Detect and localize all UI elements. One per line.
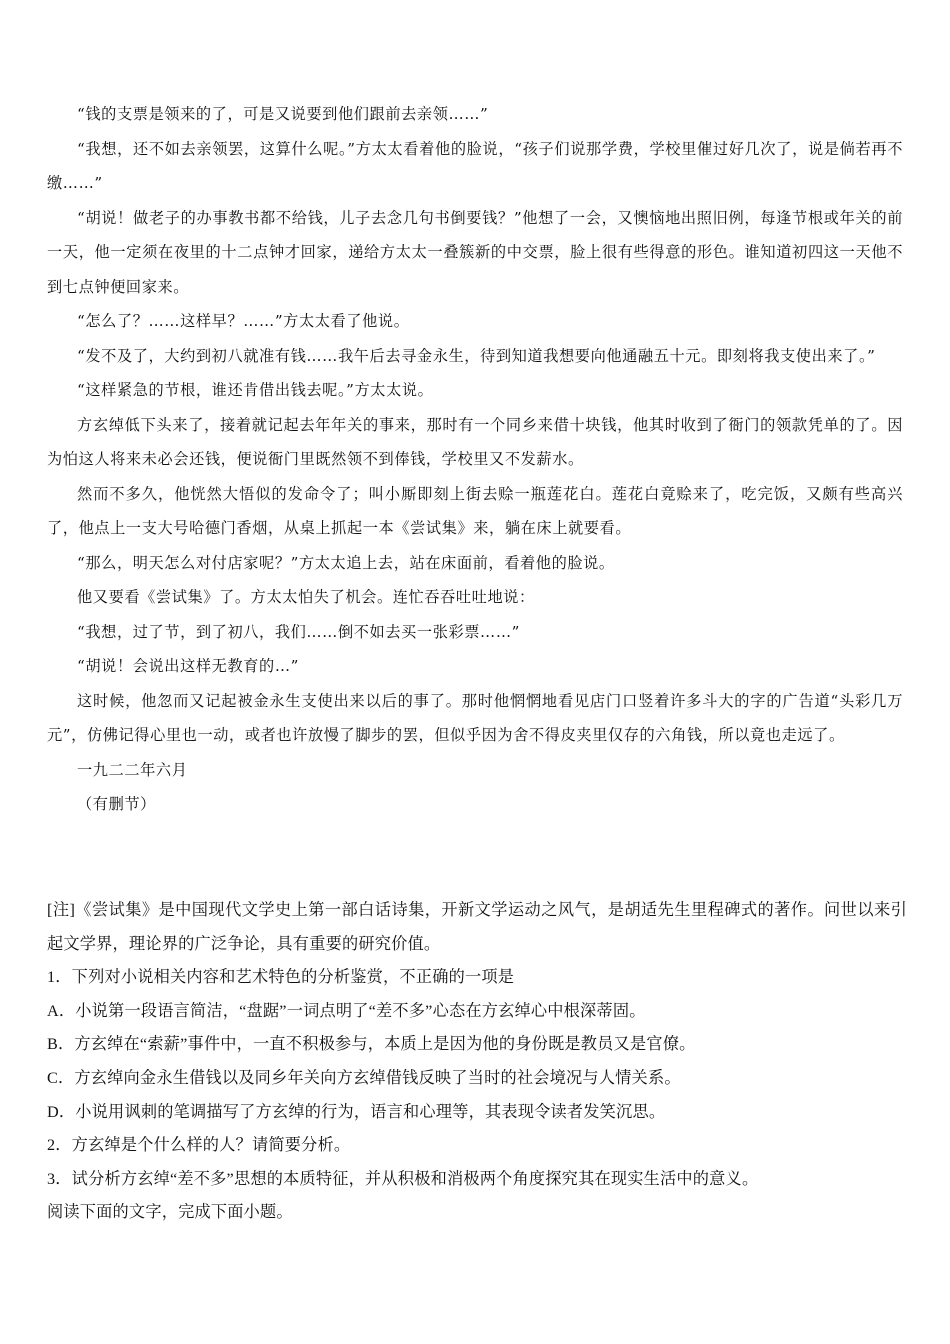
question-3: 3．试分析方玄绰“差不多”思想的本质特征，并从积极和消极两个角度探究其在现实生活中的意义。: [47, 1169, 759, 1188]
story-paragraph: “发不及了，大约到初八就准有钱……我午后去寻金永生，待到知道我想要向他通融五十元。即刻将我支使出来了。”: [77, 346, 876, 365]
story-paragraph: “我想，还不如去亲领罢，这算什么呢。”方太太看着他的脸说，“孩子们说那学费，学校里催过好几次了，说是倘若再不缴……”: [47, 139, 903, 192]
story-paragraph: “胡说！做老子的办事教书都不给钱，儿子去念几句书倒要钱？”他想了一会，又懊恼地出照旧例，每逢节根或年关的前一天，他一定须在夜里的十二点钟才回家，递给方太太一叠簇新的中交票，脸上很有些得意的形色。谁知道初四这一天他不到七点钟便回家来。: [47, 208, 903, 296]
question-1: 1．下列对小说相关内容和艺术特色的分析鉴赏，不正确的一项是: [47, 968, 515, 987]
questions-section: [47, 894, 907, 1230]
story-paragraph: “怎么了？……这样早？……”方太太看了他说。: [77, 312, 410, 330]
story-paragraph: “胡说！会说出这样无教育的…”: [77, 657, 299, 675]
story-paragraph: “那么，明天怎么对付店家呢？”方太太追上去，站在床面前，看着他的脸说。: [77, 553, 615, 572]
option-b: B．方玄绰在“索薪”事件中，一直不积极参与，本质上是因为他的身份既是教员又是官僚。: [47, 1035, 696, 1054]
story-paragraph: “这样紧急的节根，谁还肯借出钱去呢。”方太太说。: [77, 381, 434, 399]
next-section-instruction: 阅读下面的文字，完成下面小题。: [47, 1203, 293, 1222]
footnote: [注]《尝试集》是中国现代文学史上第一部白话诗集，开新文学运动之风气，是胡适先生里程碑式的著作。问世以来引起文学界，理论界的广泛争论，具有重要的研究价值。: [47, 901, 907, 953]
story-paragraph: 这时候，他忽而又记起被金永生支使出来以后的事了。那时他惘惘地看见店门口竖着许多斗大的字的广告道“头彩几万元”，仿佛记得心里也一动，或者也许放慢了脚步的罢，但似乎因为舍不得皮夹里仅存的六角钱，所以竟也走远了。: [47, 691, 903, 744]
story-abridged-note: （有删节）: [77, 795, 156, 813]
question-2: 2．方玄绰是个什么样的人？请简要分析。: [47, 1136, 351, 1155]
story-paragraph: “我想，过了节，到了初八，我们……倒不如去买一张彩票……”: [77, 622, 520, 641]
option-c: C．方玄绰向金永生借钱以及同乡年关向方玄绰借钱反映了当时的社会境况与人情关系。: [47, 1068, 681, 1087]
story-excerpt: [47, 97, 903, 822]
story-date: 一九二二年六月: [77, 760, 188, 779]
option-a: A．小说第一段语言简洁，“盘踞”一词点明了“差不多”心态在方玄绰心中根深蒂固。: [47, 1001, 646, 1020]
story-paragraph: 方玄绰低下头来了，接着就记起去年年关的事来，那时有一个同乡来借十块钱，他其时收到了衙门的领款凭单的了。因为怕这人将来未必会还钱，便说衙门里既然领不到俸钱，学校里又不发薪水。: [47, 415, 903, 468]
story-paragraph: 他又要看《尝试集》了。方太太怕失了机会。连忙吞吞吐吐地说：: [77, 588, 535, 606]
story-paragraph: 然而不多久，他恍然大悟似的发命令了；叫小厮即刻上街去赊一瓶莲花白。莲花白竟赊来了，吃完饭，又颇有些高兴了，他点上一支大号哈德门香烟，从桌上抓起一本《尝试集》来，躺在床上就要看。: [47, 484, 903, 537]
option-d: D．小说用讽刺的笔调描写了方玄绰的行为，语言和心理等，其表现令读者发笑沉思。: [47, 1102, 666, 1121]
story-paragraph: “钱的支票是领来的了，可是又说要到他们跟前去亲领……”: [77, 105, 489, 123]
